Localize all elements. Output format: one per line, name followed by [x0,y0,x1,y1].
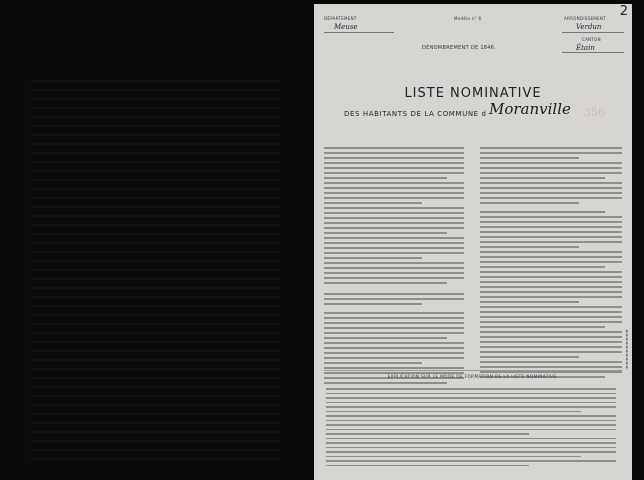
census-page [314,4,632,480]
list-title: LISTE NOMINATIVE [404,86,542,101]
section-divider [324,370,622,371]
adjacent-page-bleed [30,80,280,460]
census-title: DÉNOMBREMENT DE 1846. [422,45,497,51]
arrondissement-value: Verdun [576,23,602,31]
departement-rule [324,32,394,33]
right-column-text [480,147,622,381]
arrondissement-rule [562,32,624,33]
arrondissement-label: ARRONDISSEMENT [564,16,606,21]
modele-label: Modèle n° 6 [454,16,482,21]
commune-name: Moranville [489,100,571,118]
side-printer-mark: ▮▮▮▮▮▮▮▮▮▮ [625,329,629,369]
left-column-text [324,147,464,387]
page-number: 2 [619,4,628,19]
departement-value: Meuse [334,23,358,31]
list-subtitle: DES HABITANTS DE LA COMMUNE d [344,110,487,118]
canton-rule [562,52,624,53]
departement-label: DÉPARTEMENT [324,16,357,21]
commune-stamp-number: 356 [584,106,605,119]
canton-value: Étain [576,44,595,52]
explication-text [326,388,616,469]
explication-heading: EXPLICATION SUR LE MODE DE FORMATION DE LA LISTE NOMINATIVE. [387,374,559,379]
canton-label: CANTON [582,37,601,42]
